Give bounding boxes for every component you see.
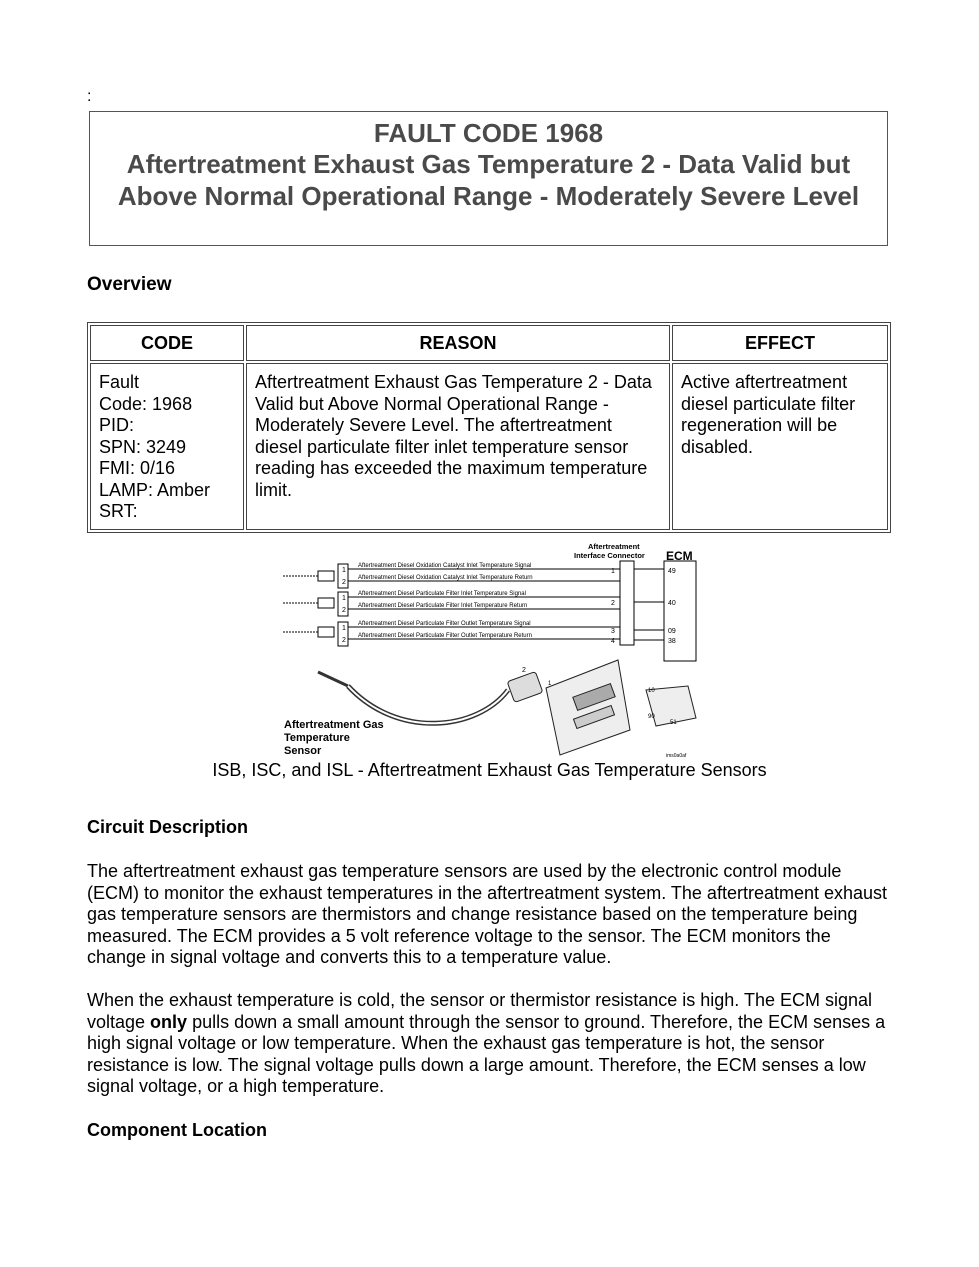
connector-pin: 2 — [611, 600, 615, 607]
connector-pin: 4 — [611, 638, 615, 645]
callout-number: 2 — [522, 667, 526, 674]
connector-label: Aftertreatment — [588, 542, 640, 551]
component-location-heading: Component Location — [87, 1120, 267, 1140]
code-line: Code: 1968 — [99, 393, 193, 414]
code-line: Fault — [99, 372, 140, 392]
connector-label: Interface Connector — [574, 551, 645, 560]
circuit-description-heading: Circuit Description — [87, 817, 249, 837]
connector-pin: 3 — [611, 628, 615, 635]
pin-label: 2 — [342, 579, 346, 586]
ecm-pin: 38 — [668, 638, 676, 645]
callout-number: 51 — [670, 720, 677, 726]
circuit-paragraph-2 — [87, 990, 893, 1098]
overview-table — [87, 322, 891, 533]
sensor-illustration — [318, 667, 543, 723]
wire-group-dpf-outlet — [283, 621, 676, 646]
fault-description-title: Aftertreatment Exhaust Gas Temperature 2 - Data Valid but Above Normal Operational Range - Moderately Severe Level — [117, 149, 860, 211]
code-line: SPN: 3249 — [99, 436, 187, 457]
sensor-label: Temperature — [284, 732, 350, 744]
code-cell — [90, 363, 244, 530]
ecm-module-illustration — [546, 660, 696, 759]
pin-label: 1 — [342, 595, 346, 602]
effect-cell: Active aftertreatment diesel particulate filter regeneration will be disabled. — [672, 363, 888, 530]
return-wire-label: Aftertreatment Diesel Particulate Filter Outlet Temperature Return — [358, 633, 532, 639]
connector-pin: 1 — [611, 568, 615, 575]
return-wire-label: Aftertreatment Diesel Oxidation Catalyst Inlet Temperature Return — [358, 575, 533, 581]
code-line: PID: — [99, 415, 135, 435]
fault-title-box — [89, 111, 888, 246]
paragraph-text: When the exhaust temperature is cold, the sensor or thermistor resistance is high. The ECM signal voltage — [87, 990, 873, 1032]
sensor-wiring-figure — [278, 540, 702, 760]
header-code: CODE — [90, 325, 244, 361]
colon-mark: : — [87, 88, 92, 105]
wire-group-doc-inlet — [283, 563, 676, 588]
callout-number: 90 — [648, 714, 655, 720]
interface-connector — [620, 561, 634, 645]
overview-heading: Overview — [87, 274, 172, 295]
figure-caption: ISB, ISC, and ISL - Aftertreatment Exhaust Gas Temperature Sensors — [212, 760, 767, 780]
signal-wire-label: Aftertreatment Diesel Particulate Filter Outlet Temperature Signal — [358, 621, 531, 627]
code-line: FMI: 0/16 — [99, 458, 176, 478]
ecm-pin: 09 — [668, 628, 676, 635]
table-row — [90, 363, 888, 530]
code-line: SRT: — [99, 501, 138, 521]
reason-cell: Aftertreatment Exhaust Gas Temperature 2 - Data Valid but Above Normal Operational Range - Moderately Severe Level. The aftertreatment diesel particulate filter inlet temperature sensor reading has exceeded the maximum temperature limit. — [246, 363, 670, 530]
emphasis-only: only — [150, 1011, 188, 1032]
wire-group-dpf-inlet — [283, 591, 676, 616]
paragraph-text: pulls down a small amount through the sensor to ground. Therefore, the ECM senses a high signal voltage or low temperature. When the exhaust gas temperature is hot, the sensor resistance is low. The signal voltage pulls down a large amount. Therefore, the ECM senses a low signal voltage, or a high temperature. — [87, 1011, 886, 1097]
pin-label: 2 — [342, 607, 346, 614]
callout-number: 10 — [648, 688, 655, 694]
callout-number: 1 — [548, 681, 552, 687]
ecm-block — [664, 561, 696, 661]
sensor-label: Sensor — [284, 745, 322, 757]
header-reason: REASON — [246, 325, 670, 361]
ecm-pin: 49 — [668, 568, 676, 575]
header-effect: EFFECT — [672, 325, 888, 361]
table-header-row — [90, 325, 888, 361]
pin-label: 2 — [342, 637, 346, 644]
signal-wire-label: Aftertreatment Diesel Particulate Filter Inlet Temperature Signal — [358, 591, 526, 597]
pin-label: 1 — [342, 567, 346, 574]
ecm-label: ECM — [666, 549, 693, 563]
code-line: LAMP: Amber — [99, 479, 211, 500]
image-code: ims0a0af — [666, 753, 687, 759]
fault-code-title: FAULT CODE 1968 — [373, 118, 604, 148]
pin-label: 1 — [342, 625, 346, 632]
sensor-label: Aftertreatment Gas — [284, 719, 384, 731]
ecm-pin: 40 — [668, 600, 676, 607]
return-wire-label: Aftertreatment Diesel Particulate Filter Inlet Temperature Return — [358, 603, 528, 609]
circuit-paragraph-1: The aftertreatment exhaust gas temperature sensors are used by the electronic control module (ECM) to monitor the exhaust temperatures in the aftertreatment system. The aftertreatment exhaust gas temperature sensors are thermistors and change resistance based on the temperature being measured. The ECM provides a 5 volt reference voltage to the sensor. The ECM monitors the change in signal voltage and converts this to a temperature value. — [87, 861, 888, 968]
signal-wire-label: Aftertreatment Diesel Oxidation Catalyst Inlet Temperature Signal — [358, 563, 532, 569]
